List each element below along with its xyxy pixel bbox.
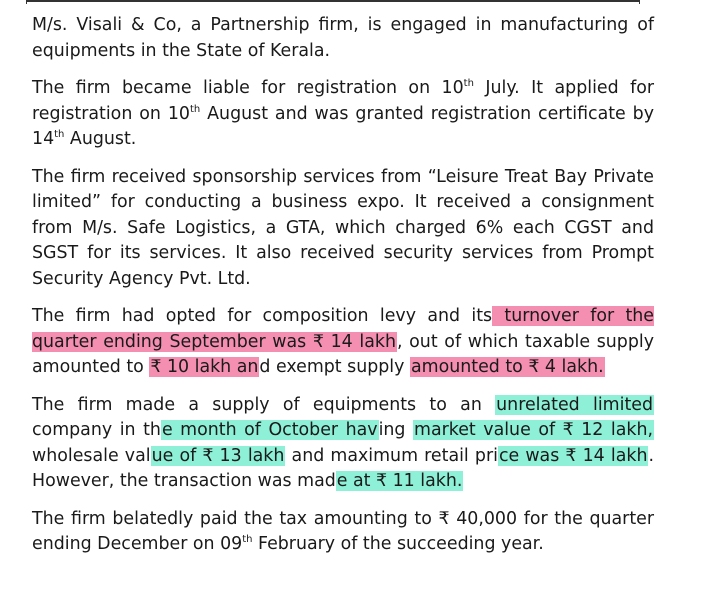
text-segment: The firm became liable for registration on 10 <box>32 78 464 98</box>
paragraph-tax-payment <box>32 507 654 558</box>
text-segment: February of the succeeding year. <box>252 534 544 554</box>
top-border-line <box>26 0 640 2</box>
highlight-wholesale-value: ue of ₹ 13 lakh <box>151 445 285 466</box>
ordinal-suffix: th <box>463 78 474 89</box>
top-border-tick-left <box>26 0 27 4</box>
paragraph-text: M/s. Visali & Co, a Partnership firm, is engaged in manufacturing of equipments in the State of Kerala. <box>32 15 654 61</box>
paragraph-registration <box>32 76 654 153</box>
highlight-month-october: e month of October hav <box>161 420 378 440</box>
text-segment: August and was granted registration certificate by 14 <box>32 103 654 149</box>
text-segment: . However, the transaction was mad <box>32 445 654 491</box>
highlight-exempt-supply: amounted to ₹ 4 lakh. <box>410 357 604 377</box>
text-segment: d exempt supply <box>259 357 410 377</box>
text-segment: company in th <box>32 420 161 440</box>
text-segment: The firm belatedly paid the tax amounting to ₹ 40,000 for the quarter ending December on 09 <box>32 508 654 554</box>
text-segment: , out of which taxable supply amounted to <box>32 331 654 377</box>
paragraph-text: The firm received sponsorship services from “Leisure Treat Bay Private limited” for conducting a business expo. It received a consignment from M/s. Safe Logistics, a GTA, which charged 6% each CGST and SGST for its services. It also received security services from Prompt Security Agency Pvt. Ltd. <box>32 166 654 289</box>
text-segment: wholesale val <box>32 445 151 466</box>
text-segment: The firm made a supply of equipments to an <box>32 394 496 415</box>
paragraph-firm-intro <box>32 13 654 64</box>
text-segment: August. <box>64 129 137 149</box>
text-segment: and maximum retail pri <box>285 445 498 466</box>
paragraph-supply-equipment <box>32 393 654 495</box>
paragraph-services-received <box>32 165 654 293</box>
highlight-turnover: turnover for the quarter ending September was ₹ 14 lakh <box>32 306 654 352</box>
ordinal-suffix: th <box>242 534 253 545</box>
ordinal-suffix: th <box>54 129 65 140</box>
highlight-unrelated-company: unrelated limited <box>496 394 654 415</box>
text-segment: July. It applied for registration on 10 <box>32 78 654 124</box>
highlight-taxable-supply: ₹ 10 lakh an <box>150 357 259 377</box>
text-segment: The firm had opted for composition levy and its <box>32 306 493 326</box>
highlight-retail-price: ce was ₹ 14 lakh <box>498 445 648 466</box>
ordinal-suffix: th <box>189 103 201 115</box>
text-segment: ing <box>378 420 414 440</box>
top-border-tick-right <box>639 0 640 4</box>
highlight-transaction-value: e at ₹ 11 lakh. <box>336 471 463 491</box>
case-study-document <box>32 13 654 570</box>
paragraph-composition-turnover <box>32 304 654 381</box>
highlight-market-value: market value of ₹ 12 lakh, <box>414 420 653 440</box>
